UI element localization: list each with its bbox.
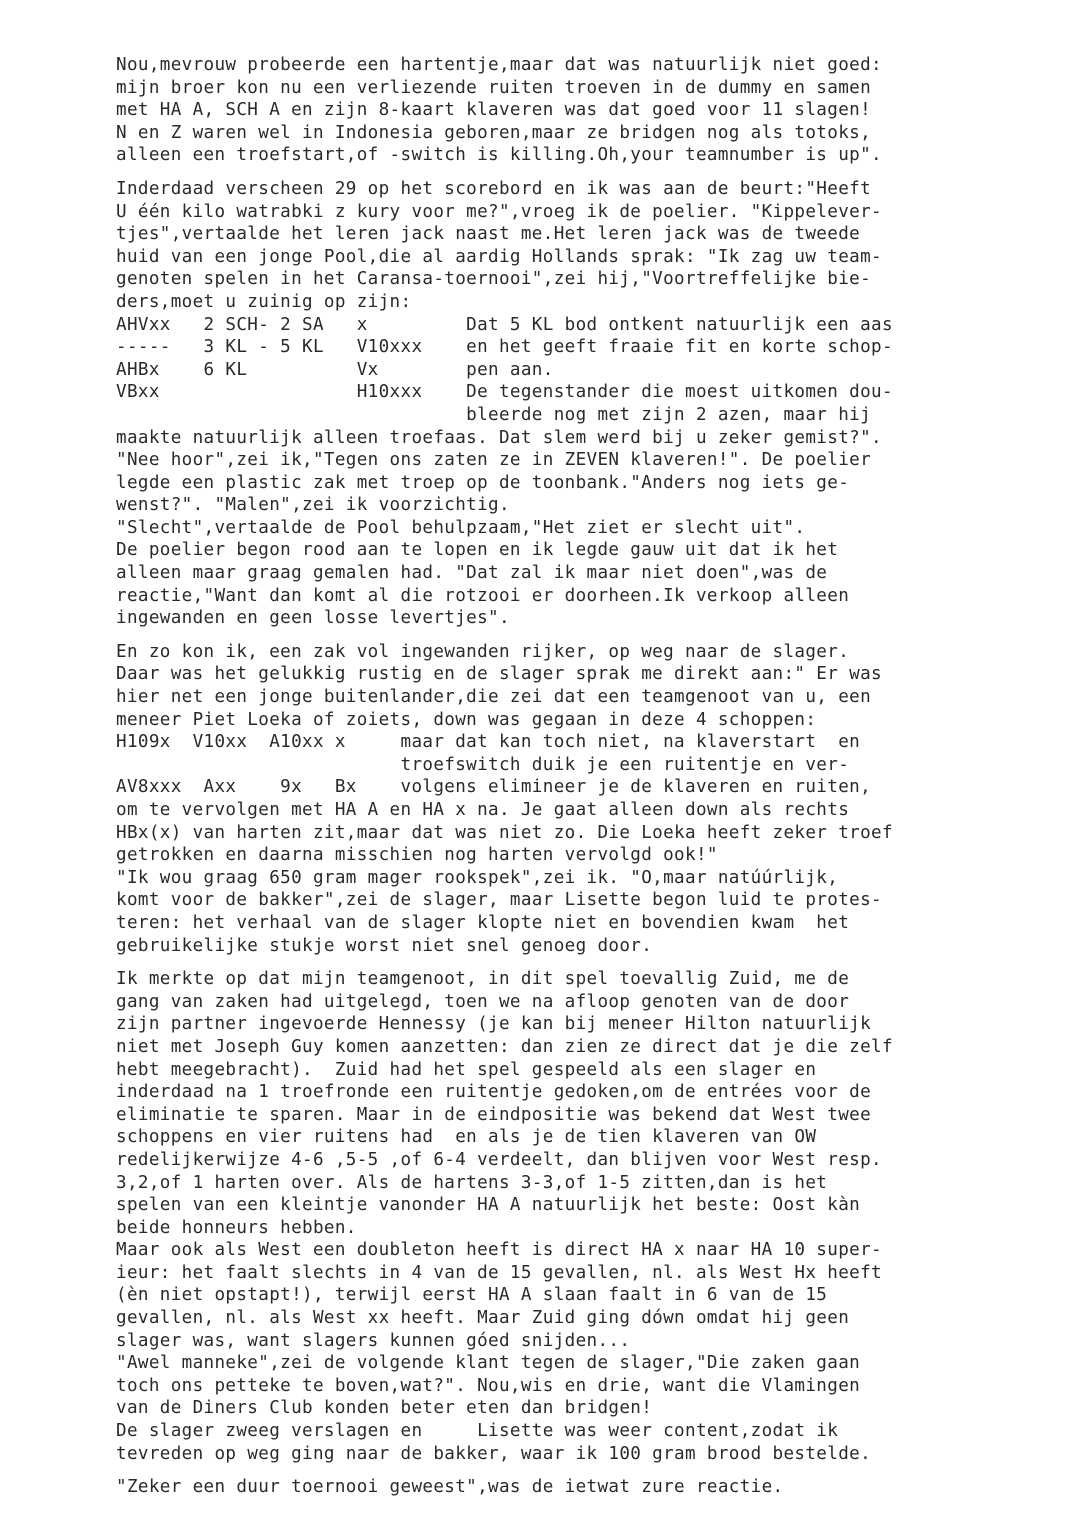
text-line: eliminatie te sparen. Maar in de eindpositie was bekend dat West twee xyxy=(116,1104,872,1125)
text-line: ----- 3 KL - 5 KL V10xxx en het geeft fraaie fit en korte schop- xyxy=(116,337,893,358)
paragraph-gap xyxy=(116,630,1076,641)
text-line: genoten spelen in het Caransa-toernooi",zei hij,"Voortreffelijke bie- xyxy=(116,269,872,290)
text-line: komt voor de bakker",zei de slager, maar Lisette begon luid te protes- xyxy=(116,890,882,911)
text-line: ders,moet u zuinig op zijn: xyxy=(116,291,412,312)
text-line: "Ik wou graag 650 gram mager rookspek",zei ik. "O,maar natúúrlijk, xyxy=(116,867,839,888)
text-line: legde een plastic zak met troep op de toonbank."Anders nog iets ge- xyxy=(116,472,850,493)
text-line: 3,2,of 1 harten over. Als de hartens 3-3,of 1-5 zitten,dan is het xyxy=(116,1172,828,1193)
text-line: wenst?". "Malen",zei ik voorzichtig. xyxy=(116,495,510,516)
text-line: meneer Piet Loeka of zoiets, down was gegaan in deze 4 schoppen: xyxy=(116,709,817,730)
paragraph xyxy=(116,968,1076,1465)
text-line: troefswitch duik je een ruitentje en ver- xyxy=(116,754,850,775)
text-line: Nou,mevrouw probeerde een hartentje,maar dat was natuurlijk niet goed: xyxy=(116,55,882,75)
text-line: "Nee hoor",zei ik,"Tegen ons zaten ze in ZEVEN klaveren!". De poelier xyxy=(116,450,872,471)
text-line: alleen maar graag gemalen had. "Dat zal ik maar niet doen",was de xyxy=(116,563,828,584)
text-line: hebt meegebracht). Zuid had het spel gespeeld als een slager en xyxy=(116,1059,817,1080)
text-line: De poelier begon rood aan te lopen en ik legde gauw uit dat ik het xyxy=(116,540,839,561)
paragraph-gap xyxy=(116,957,1076,968)
text-line: spelen van een kleintje vanonder HA A natuurlijk het beste: Oost kàn xyxy=(116,1195,861,1216)
text-line: En zo kon ik, een zak vol ingewanden rijker, op weg naar de slager. xyxy=(116,641,850,662)
text-line: redelijkerwijze 4-6 ,5-5 ,of 6-4 verdeelt, dan blijven voor West resp. xyxy=(116,1149,882,1170)
text-line: alleen een troefstart,of -switch is killing.Oh,your teamnumber is up". xyxy=(116,145,882,166)
text-line: Maar ook als West een doubleton heeft is direct HA x naar HA 10 super- xyxy=(116,1240,882,1261)
text-line: getrokken en daarna misschien nog harten vervolgd ook!" xyxy=(116,845,718,866)
text-line: om te vervolgen met HA A en HA x na. Je gaat alleen down als rechts xyxy=(116,800,850,820)
text-line: huid van een jonge Pool,die al aardig Hollands sprak: "Ik zag uw team- xyxy=(116,246,882,267)
text-line: mijn broer kon nu een verliezende ruiten troeven in de dummy en samen xyxy=(116,77,872,98)
text-line: tjes",vertaalde het leren jack naast me.Het leren jack was de tweede xyxy=(116,224,861,245)
text-line: zijn partner ingevoerde Hennessy (je kan bij meneer Hilton natuurlijk xyxy=(116,1014,872,1035)
text-line: ieur: het faalt slechts in 4 van de 15 gevallen, nl. als West Hx heeft xyxy=(116,1262,882,1283)
text-line: N en Z waren wel in Indonesia geboren,maar ze bridgen nog als totoks, xyxy=(116,122,872,143)
text-line: niet met Joseph Guy komen aanzetten: dan zien ze direct dat je die zelf xyxy=(116,1036,893,1057)
text-line: toch ons petteke te boven,wat?". Nou,wis en drie, want die Vlamingen xyxy=(116,1375,861,1396)
text-line: Ik merkte op dat mijn teamgenoot, in dit spel toevallig Zuid, me de xyxy=(116,969,850,990)
text-line: U één kilo watrabki z kury voor me?",vroeg ik de poelier. "Kippelever- xyxy=(116,201,882,222)
text-line: Inderdaad verscheen 29 op het scorebord en ik was aan de beurt:"Heeft xyxy=(116,178,872,199)
text-line: (èn niet opstapt!), terwijl eerst HA A slaan faalt in 6 van de 15 xyxy=(116,1285,828,1306)
paragraph xyxy=(116,1476,1076,1499)
text-line: Daar was het gelukkig rustig en de slager sprak me direkt aan:" Er was xyxy=(116,664,882,685)
text-line: tevreden op weg ging naar de bakker, waar ik 100 gram brood bestelde. xyxy=(116,1443,872,1464)
text-line: schoppens en vier ruitens had en als je de tien klaveren van OW xyxy=(116,1127,817,1148)
text-line: met HA A, SCH A en zijn 8-kaart klaveren was dat goed voor 11 slagen! xyxy=(116,100,872,121)
text-line: beide honneurs hebben. xyxy=(116,1217,357,1238)
text-line: reactie,"Want dan komt al die rotzooi er doorheen.Ik verkoop alleen xyxy=(116,585,850,606)
text-line: hier net een jonge buitenlander,die zei dat een teamgenoot van u, een xyxy=(116,687,872,708)
text-line: AHVxx 2 SCH- 2 SA x Dat 5 KL bod ontkent natuurlijk een aas xyxy=(116,314,893,335)
text-line: slager was, want slagers kunnen góed snijden... xyxy=(116,1330,631,1351)
text-line: gebruikelijke stukje worst niet snel genoeg door. xyxy=(116,935,653,956)
text-line: maakte natuurlijk alleen troefaas. Dat slem werd bij u zeker gemist?". xyxy=(116,427,882,448)
text-line: ingewanden en geen losse levertjes". xyxy=(116,608,510,629)
document-page xyxy=(116,54,1076,1499)
text-line: gevallen, nl. als West xx heeft. Maar Zuid ging dówn omdat hij geen xyxy=(116,1308,850,1329)
paragraph xyxy=(116,54,1076,167)
text-line: H109x V10xx A10xx x maar dat kan toch niet, na klaverstart en xyxy=(116,732,861,753)
paragraph-gap xyxy=(116,167,1076,178)
paragraph xyxy=(116,641,1076,957)
text-line: van de Diners Club konden beter eten dan bridgen! xyxy=(116,1398,653,1419)
text-line: HBx(x) van harten zit,maar dat was niet zo. Die Loeka heeft zeker troef xyxy=(116,822,893,843)
paragraph xyxy=(116,178,1076,630)
text-line: "Zeker een duur toernooi geweest",was de ietwat zure reactie. xyxy=(116,1477,784,1498)
text-line: teren: het verhaal van de slager klopte niet en bovendien kwam het xyxy=(116,912,850,933)
text-line: VBxx H10xxx De tegenstander die moest uitkomen dou- xyxy=(116,382,893,403)
text-line: De slager zweeg verslagen en Lisette was weer content,zodat ik xyxy=(116,1421,839,1442)
text-line: AHBx 6 KL Vx pen aan. xyxy=(116,359,554,380)
paragraph-gap xyxy=(116,1465,1076,1476)
text-line: gang van zaken had uitgelegd, toen we na afloop genoten van de door xyxy=(116,991,850,1012)
text-line: AV8xxx Axx 9x Bx volgens elimineer je de klaveren en ruiten, xyxy=(116,777,872,798)
text-line: inderdaad na 1 troefronde een ruitentje gedoken,om de entrées voor de xyxy=(116,1082,872,1103)
text-line: "Awel manneke",zei de volgende klant tegen de slager,"Die zaken gaan xyxy=(116,1353,861,1374)
text-line: "Slecht",vertaalde de Pool behulpzaam,"Het ziet er slecht uit". xyxy=(116,517,806,538)
text-line: bleerde nog met zijn 2 azen, maar hij xyxy=(116,404,872,425)
